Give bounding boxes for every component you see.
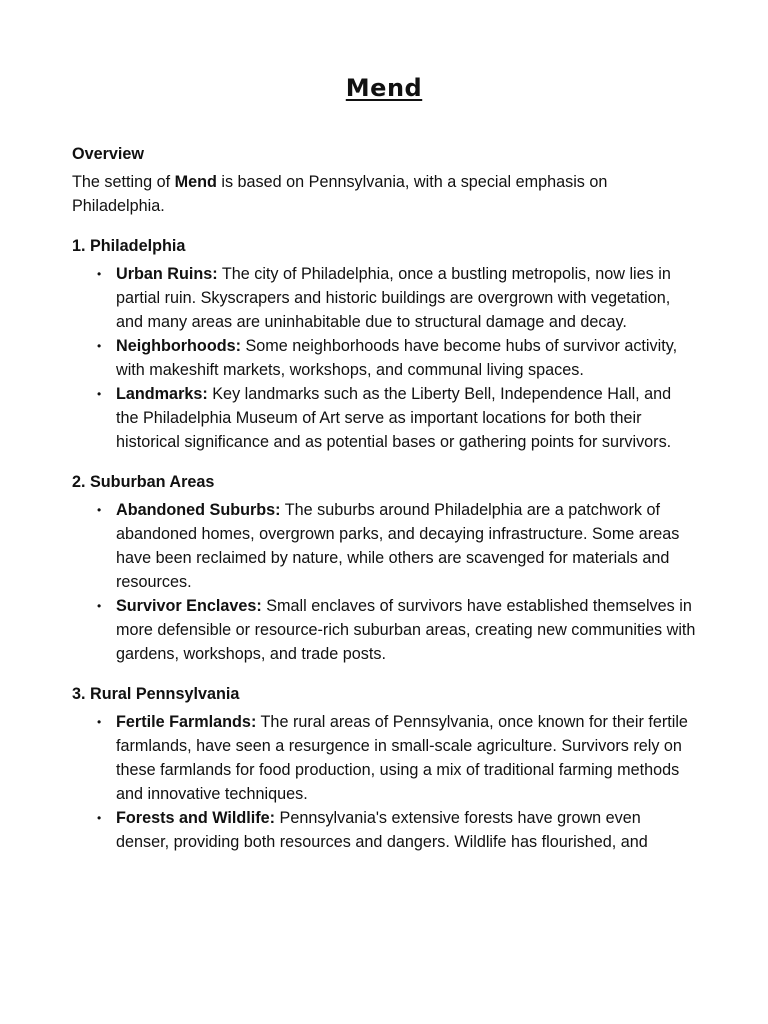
list-item-text: Some neighborhoods have become hubs of survivor activity, with makeshift markets, workshops, and communal living spaces. [116,337,678,379]
bullet-list [72,498,696,666]
list-item-term: Survivor Enclaves: [116,597,262,615]
bullet-list [72,262,696,454]
list-item-text: Small enclaves of survivors have established themselves in more defensible or resource-rich suburban areas, creating new communities with gardens, workshops, and trade posts. [116,597,696,663]
list-item-text: Key landmarks such as the Liberty Bell, Independence Hall, and the Philadelphia Museum of Art serve as important locations for both their historical significance and as potential bases or gathering points for survivors. [116,385,672,451]
bullet-icon: • [97,811,102,825]
list-item [72,594,696,666]
document-body [72,142,696,870]
list-item-text: Pennsylvania's extensive forests have grown even denser, providing both resources and dangers. Wildlife has flourished, and [116,809,648,851]
overview-heading: Overview [72,145,144,163]
bullet-icon: • [97,387,102,401]
list-item-term: Abandoned Suburbs: [116,501,281,519]
bullet-icon: • [97,715,102,729]
list-item-term: Fertile Farmlands: [116,713,257,731]
list-item [72,806,696,854]
list-item-term: Neighborhoods: [116,337,241,355]
bullet-icon: • [97,267,102,281]
list-item [72,334,696,382]
overview-text-bold: Mend [174,173,217,191]
bullet-list [72,710,696,854]
list-item-term: Landmarks: [116,385,208,403]
section-suburban-areas [72,470,696,666]
list-item-term: Forests and Wildlife: [116,809,276,827]
section-heading: 3. Rural Pennsylvania [72,685,240,703]
list-item-text: The rural areas of Pennsylvania, once known for their fertile farmlands, have seen a resurgence in small-scale agriculture. Survivors rely on these farmlands for food production, using a mix of traditional farming methods and innovative techniques. [116,713,688,803]
list-item [72,710,696,806]
list-item [72,382,696,454]
document-title: Mend [345,74,423,102]
list-item [72,262,696,334]
list-item [72,498,696,594]
section-heading: 2. Suburban Areas [72,473,215,491]
overview-text-before: The setting of [72,173,175,191]
bullet-icon: • [97,599,102,613]
section-heading: 1. Philadelphia [72,237,186,255]
list-item-term: Urban Ruins: [116,265,218,283]
list-item-text: The suburbs around Philadelphia are a patchwork of abandoned homes, overgrown parks, and decaying infrastructure. Some areas have been reclaimed by nature, while others are scavenged for materials and resources. [116,501,680,591]
section-rural-pennsylvania [72,682,696,854]
section-philadelphia [72,234,696,454]
bullet-icon: • [97,503,102,517]
overview-text-after: is based on Pennsylvania, with a special emphasis on Philadelphia. [72,173,608,215]
bullet-icon: • [97,339,102,353]
overview-paragraph [72,170,696,218]
list-item-text: The city of Philadelphia, once a bustling metropolis, now lies in partial ruin. Skyscrapers and historic buildings are overgrown with vegetation, and many areas are uninhabitable due to structural damage and decay. [116,265,671,331]
